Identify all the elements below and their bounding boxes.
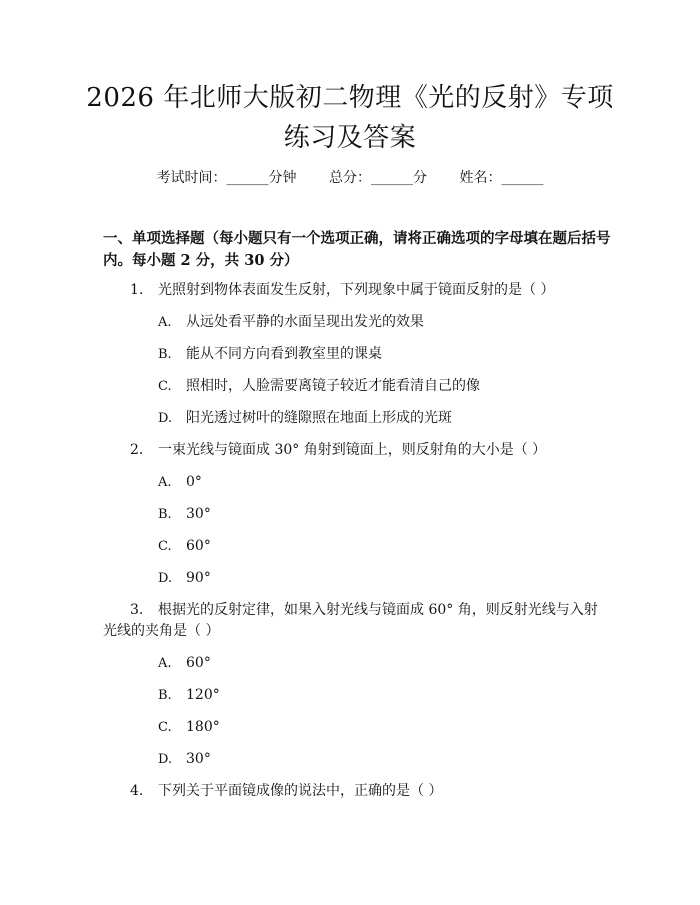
option-letter: B. (158, 507, 172, 522)
question-number: 1. (130, 282, 144, 298)
option-text: 60° (186, 538, 211, 554)
question-text: 一束光线与镜面成 30° 角射到镜面上，则反射角的大小是（ ） (158, 442, 547, 458)
question-2-option-c (158, 535, 211, 558)
option-text: 能从不同方向看到教室里的课桌 (186, 346, 382, 362)
title-line-2: 练习及答案 (283, 123, 417, 153)
option-text: 阳光透过树叶的缝隙照在地面上形成的光斑 (186, 410, 452, 426)
option-letter: B. (158, 347, 172, 362)
question-4 (130, 780, 442, 802)
question-1-option-a (158, 311, 424, 334)
question-3-option-b (158, 684, 220, 707)
question-1-option-d (158, 407, 452, 430)
question-text-line-2: 光线的夹角是（ ） (103, 623, 220, 639)
question-text-line-1: 根据光的反射定律，如果入射光线与镜面成 60° 角，则反射光线与入射 (158, 602, 598, 618)
page-title (60, 78, 640, 158)
option-text: 照相时，人脸需要离镜子较近才能看清自己的像 (186, 378, 480, 394)
question-text: 光照射到物体表面发生反射，下列现象中属于镜面反射的是（ ） (158, 282, 555, 298)
option-letter: A. (158, 315, 172, 330)
question-number: 3. (130, 602, 144, 618)
question-2-option-a (158, 471, 202, 494)
option-letter: C. (158, 720, 172, 735)
question-3 (130, 599, 598, 621)
question-1-option-b (158, 343, 382, 366)
option-letter: C. (158, 539, 172, 554)
section-heading (103, 228, 613, 272)
question-3-option-d (158, 748, 211, 771)
section-heading-line-1: 一、单项选择题（每小题只有一个选项正确，请将正确选项的字母填在题后括号 (103, 230, 611, 247)
exam-time-field: 考试时间：______分钟 (156, 170, 297, 186)
option-letter: D. (158, 571, 173, 586)
question-1 (130, 279, 554, 301)
title-line-1: 2026 年北师大版初二物理《光的反射》专项 (86, 83, 614, 113)
option-letter: C. (158, 379, 172, 394)
option-text: 90° (186, 570, 211, 586)
question-1-option-c (158, 375, 480, 398)
question-3-continuation (103, 620, 219, 642)
total-score-field: 总分：______分 (329, 170, 427, 186)
question-2-option-b (158, 503, 211, 526)
question-text: 下列关于平面镜成像的说法中，正确的是（ ） (158, 783, 443, 799)
option-letter: B. (158, 688, 172, 703)
option-letter: D. (158, 752, 173, 767)
option-text: 180° (186, 719, 220, 735)
option-text: 120° (186, 687, 220, 703)
question-2 (130, 439, 546, 461)
option-text: 60° (186, 655, 211, 671)
question-number: 2. (130, 442, 144, 458)
option-letter: D. (158, 411, 173, 426)
option-text: 30° (186, 751, 211, 767)
option-text: 0° (186, 474, 202, 490)
option-text: 从远处看平静的水面呈现出发光的效果 (186, 314, 424, 330)
question-2-option-d (158, 567, 211, 590)
question-3-option-a (158, 652, 211, 675)
question-number: 4. (130, 783, 144, 799)
name-field: 姓名：______ (459, 170, 544, 186)
exam-info-line (0, 168, 700, 188)
option-text: 30° (186, 506, 211, 522)
option-letter: A. (158, 656, 172, 671)
option-letter: A. (158, 475, 172, 490)
question-3-option-c (158, 716, 220, 739)
section-heading-line-2: 内。每小题 2 分，共 30 分） (103, 252, 299, 269)
